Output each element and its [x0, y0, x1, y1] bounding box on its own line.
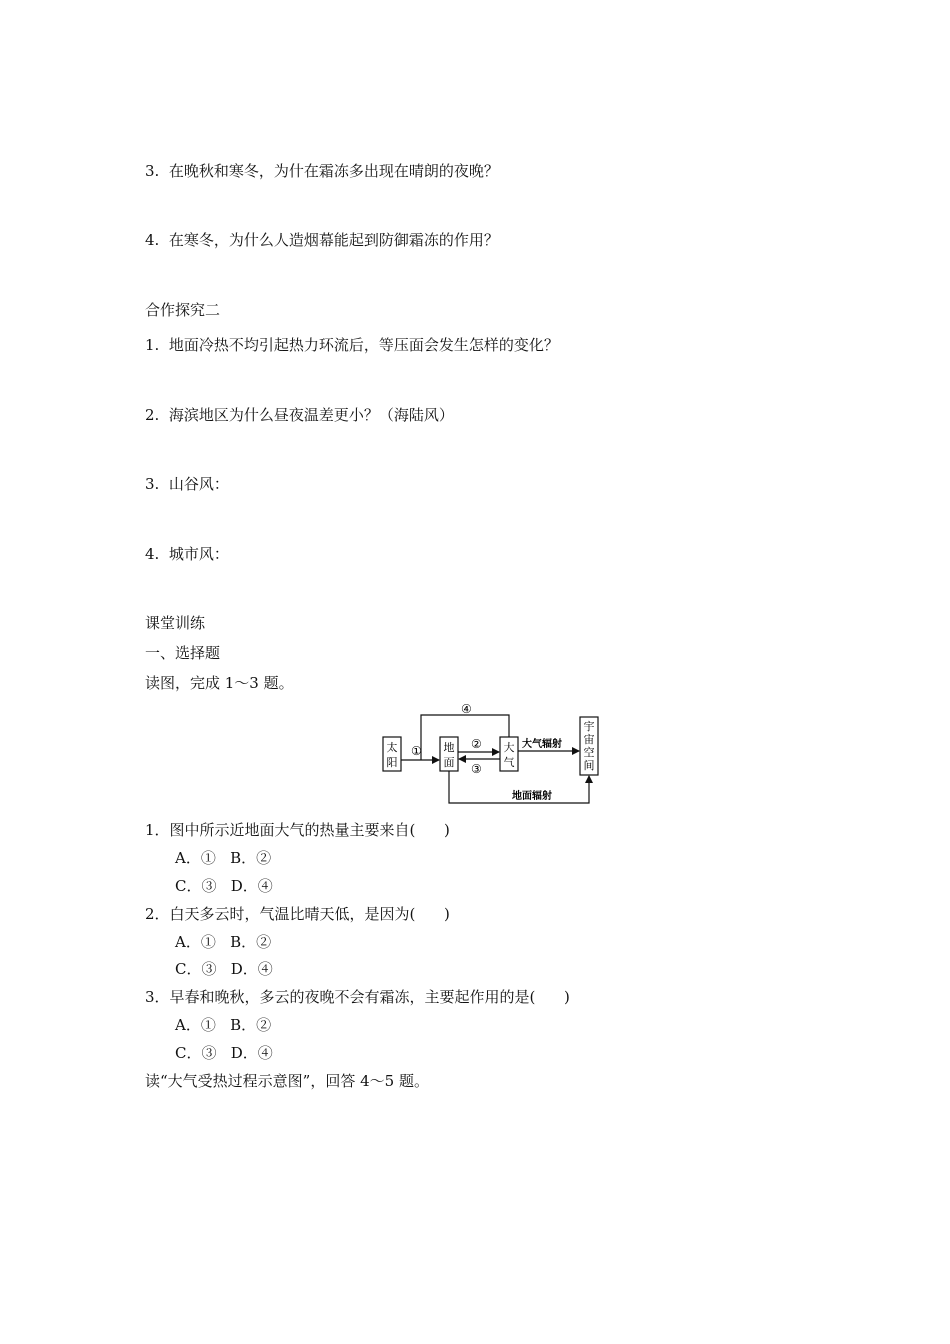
- question-3: 3. 在晚秋和寒冬，为什在霜冻多出现在晴朗的夜晚？: [145, 162, 499, 180]
- atmosphere-label-1: 大: [503, 741, 515, 754]
- mc-question-2-options-ab: A．① B．②: [175, 933, 272, 951]
- mc-question-2-options-cd: C．③ D．④: [175, 960, 273, 978]
- mc-question-3: 3．早春和晚秋，多云的夜晚不会有霜冻，主要起作用的是( ): [145, 988, 570, 1006]
- marker-2: ②: [471, 737, 482, 751]
- ground-label-2: 面: [443, 756, 455, 769]
- question-3-valley-wind: 3. 山谷风：: [145, 475, 229, 493]
- sun-label-1: 太: [386, 741, 398, 754]
- space-label-4: 间: [583, 759, 595, 772]
- mc-question-3-options-cd: C．③ D．④: [175, 1044, 273, 1062]
- space-label-2: 宙: [583, 733, 595, 746]
- mc-question-3-options-ab: A．① B．②: [175, 1016, 272, 1034]
- question-4-city-wind: 4. 城市风：: [145, 545, 229, 563]
- space-label-3: 空: [583, 746, 595, 759]
- sun-label-2: 阳: [386, 756, 398, 769]
- marker-1: ①: [411, 744, 422, 758]
- marker-4: ④: [461, 702, 472, 716]
- section-heading-practice: 课堂训练: [145, 614, 206, 632]
- question-1: 1. 地面冷热不均引起热力环流后，等压面会发生怎样的变化？: [145, 336, 559, 354]
- question-2: 2. 海滨地区为什么昼夜温差更小？（海陆风）: [145, 406, 454, 424]
- marker-3: ③: [471, 762, 482, 776]
- arrow-4: [421, 715, 509, 760]
- intro-read-heat-process-diagram: 读“大气受热过程示意图”，回答 4～5 题。: [145, 1072, 429, 1090]
- heat-process-diagram: [370, 695, 620, 815]
- intro-read-diagram: 读图，完成 1～3 题。: [145, 674, 294, 692]
- question-4: 4. 在寒冬，为什么人造烟幕能起到防御霜冻的作用？: [145, 231, 499, 249]
- mc-question-1-options-ab: A．① B．②: [175, 849, 272, 867]
- ground-radiation-label: 地面辐射: [512, 791, 552, 802]
- mc-question-1-options-cd: C．③ D．④: [175, 877, 273, 895]
- space-label-1: 宇: [583, 720, 595, 733]
- section-heading-cooperation-2: 合作探究二: [145, 301, 221, 319]
- ground-label-1: 地: [443, 741, 455, 754]
- atmospheric-radiation-label: 大气辐射: [522, 739, 562, 750]
- mc-question-1: 1．图中所示近地面大气的热量主要来自( ): [145, 821, 450, 839]
- mc-question-2: 2．白天多云时，气温比晴天低，是因为( ): [145, 905, 450, 923]
- atmosphere-label-2: 气: [503, 756, 515, 769]
- subheading-multiple-choice: 一、选择题: [145, 644, 221, 662]
